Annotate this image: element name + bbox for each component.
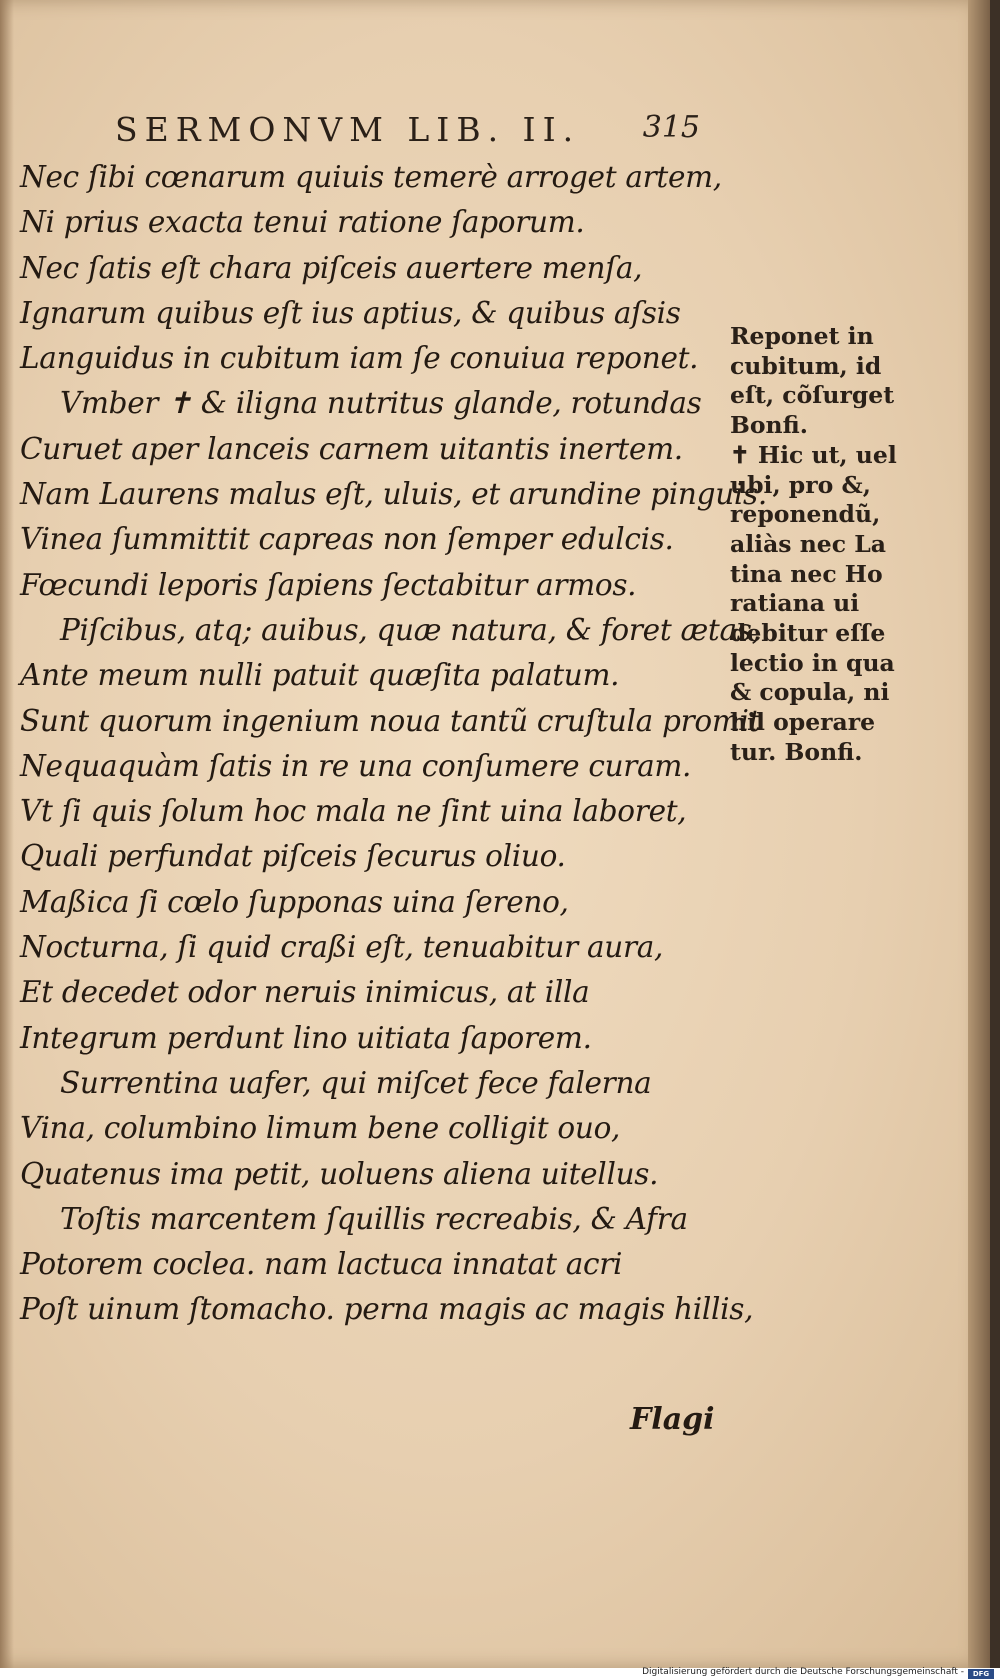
verse-line: Sunt quorum ingenium noua tantũ cruſtula promit [20, 703, 761, 738]
margin-note-line: Reponet in [730, 322, 874, 350]
verse-line: Potorem coclea. nam lactuca innatat acri [20, 1247, 623, 1282]
verse-line: Fœcundi leporis ſapiens ſectabitur armos. [20, 567, 637, 602]
verse-line: Piſcibus, atq; auibus, quæ natura, & foret ætas, [60, 612, 761, 647]
verse-line: Curuet aper lanceis carnem uitantis inertem. [20, 431, 683, 466]
dfg-logo: DFG [968, 1669, 994, 1679]
verse-line: Nequaquàm ſatis in re una conſumere curam. [20, 748, 692, 783]
margin-note-line: tur. Bonfi. [730, 737, 863, 766]
running-title: SERMONVM LIB. II. [115, 110, 581, 149]
verse-line: Quali perfundat piſceis ſecurus oliuo. [20, 839, 566, 874]
verse-line: Nec ſatis eſt chara piſceis auertere menſa, [20, 250, 643, 285]
margin-note-line: hil operare [730, 708, 876, 737]
margin-note [730, 322, 900, 768]
funding-credit: Digitalisierung gefördert durch die Deutsche Forschungsgemeinschaft - [642, 1667, 964, 1677]
margin-note-line: eſt, cõſurget [730, 381, 895, 410]
verse-line: Ni prius exacta tenui ratione ſaporum. [20, 205, 585, 240]
verse-line: Nec ſibi cœnarum quiuis temerè arroget artem, [20, 160, 722, 194]
verse-line: Maßica ſi cœlo ſupponas uina ſereno, [20, 884, 569, 919]
page-header [115, 110, 700, 152]
page-number: 315 [642, 110, 700, 145]
verse-line: Quatenus ima petit, uoluens aliena uitellus. [20, 1156, 659, 1191]
digitization-footer [0, 1668, 1000, 1680]
verse-line: Vt ſi quis ſolum hoc mala ne ſint uina laboret, [20, 794, 687, 829]
margin-note-line: debitur eſſe [730, 619, 886, 648]
verse-line: Toſtis marcentem ſquillis recreabis, & Afra [60, 1201, 688, 1236]
margin-note-line: cubitum, id [730, 351, 882, 380]
margin-note-line: ✝ Hic ut, uel [730, 440, 897, 469]
margin-note-line: lectio in qua [730, 648, 895, 677]
page-edge [968, 0, 990, 1668]
verse-line: Vinea ſummittit capreas non ſemper edulcis. [20, 522, 674, 557]
verse-line: Et decedet odor neruis inimicus, at illa [20, 975, 590, 1010]
verse-line: Ignarum quibus eſt ius aptius, & quibus aſsis [20, 295, 681, 330]
catchword: Flagi [630, 1402, 715, 1437]
verse-line: Vmber ✝ & iligna nutritus glande, rotundas [60, 386, 702, 421]
margin-note-line: aliàs nec La [730, 529, 886, 558]
margin-note-line: Bonfi. [730, 411, 808, 440]
margin-note-line: & copula, ni [730, 678, 890, 707]
verse-line: Surrentina uafer, qui miſcet fece falerna [60, 1065, 652, 1100]
margin-note-line: reponendũ, [730, 500, 881, 529]
margin-note-line: ratiana ui [730, 589, 860, 618]
page-gutter-shadow [0, 0, 14, 1668]
verse-line: Languidus in cubitum iam ſe conuiua reponet. [20, 341, 699, 376]
margin-note-line: tina nec Ho [730, 559, 883, 588]
verse-line: Vina, columbino limum bene colligit ouo, [20, 1111, 621, 1146]
verse-line: Poſt uinum ſtomacho. perna magis ac magis hillis, [20, 1292, 754, 1327]
verse-line: Nam Laurens malus eſt, uluis, et arundine pinguis. [20, 477, 767, 512]
verse-line: Integrum perdunt lino uitiata ſaporem. [20, 1020, 592, 1055]
verse-line: Ante meum nulli patuit quæſita palatum. [20, 658, 620, 693]
margin-note-line: ubi, pro &, [730, 470, 871, 499]
verse-text-block [20, 155, 767, 1333]
verse-line: Nocturna, ſi quid craßi eſt, tenuabitur aura, [20, 930, 664, 965]
